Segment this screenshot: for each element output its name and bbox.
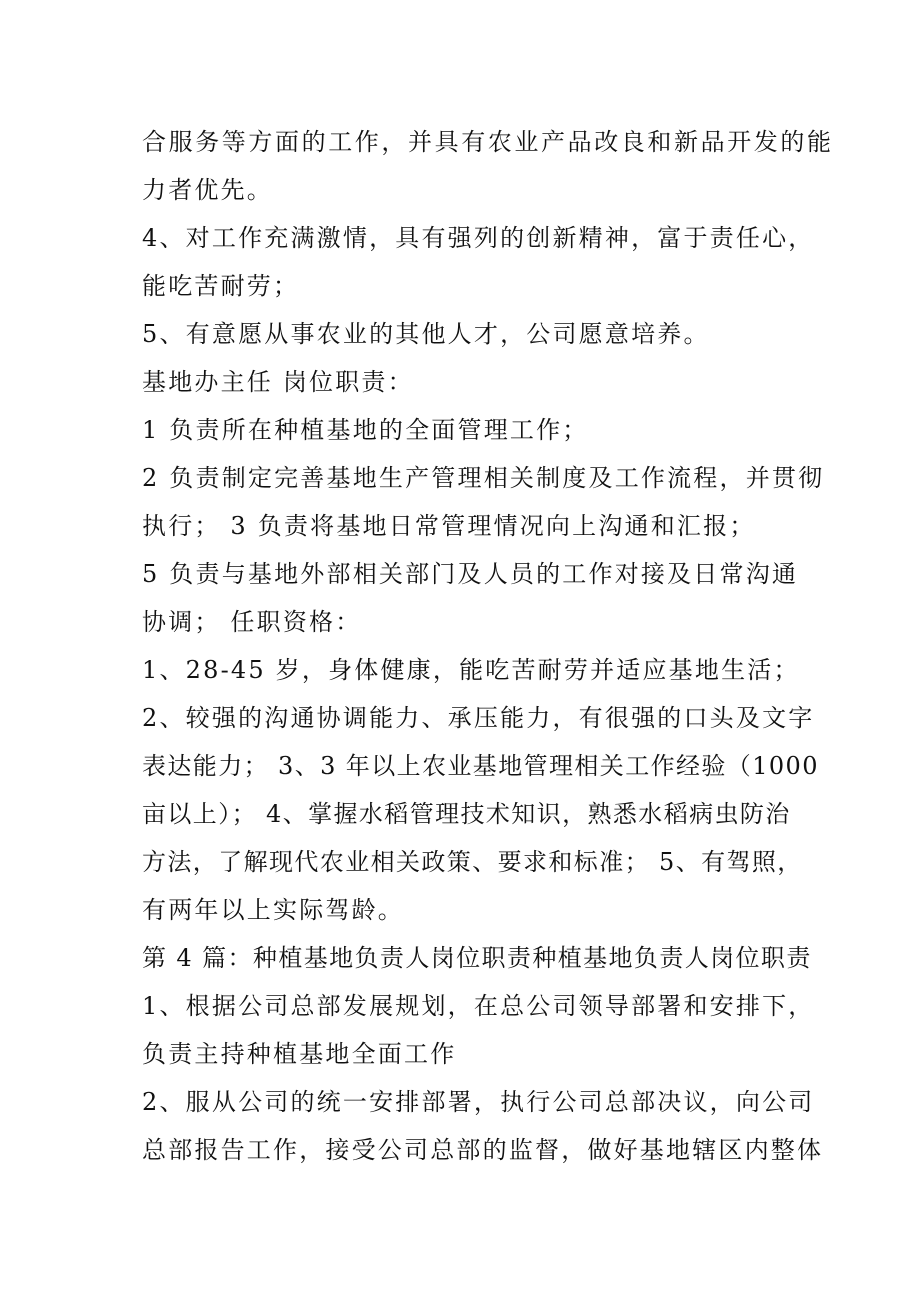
section-heading: 第 4 篇：种植基地负责人岗位职责种植基地负责人岗位职责 [142,944,812,972]
paragraph-line: 亩以上）； 4、掌握水稻管理技术知识，熟悉水稻病虫防治 [142,800,791,828]
paragraph-line: 力者优先。 [142,176,273,204]
paragraph-line: 1、28-45 岁，身体健康，能吃苦耐劳并适应基地生活； [142,656,800,684]
document-body [142,118,842,1174]
paragraph-line: 4、对工作充满激情，具有强列的创新精神，富于责任心， [142,224,815,252]
paragraph-line: 2 负责制定完善基地生产管理相关制度及工作流程，并贯彻 [142,464,825,492]
paragraph-line: 2、较强的沟通协调能力、承压能力，有很强的口头及文字 [142,704,815,732]
paragraph-line: 负责主持种植基地全面工作 [142,1040,457,1068]
paragraph-line: 5 负责与基地外部相关部门及人员的工作对接及日常沟通 [142,560,799,588]
paragraph-line: 5、有意愿从事农业的其他人才，公司愿意培养。 [142,320,710,348]
paragraph-line: 能吃苦耐劳； [142,272,300,300]
paragraph-line: 1 负责所在种植基地的全面管理工作； [142,416,589,444]
paragraph-line: 总部报告工作，接受公司总部的监督，做好基地辖区内整体 [142,1136,824,1164]
section-heading: 基地办主任 岗位职责： [142,368,414,396]
paragraph-line: 执行； 3 负责将基地日常管理情况向上沟通和汇报； [142,512,756,540]
paragraph-line: 合服务等方面的工作，并具有农业产品改良和新品开发的能 [142,128,834,156]
paragraph-line: 有两年以上实际驾龄。 [142,896,404,924]
paragraph-line: 表达能力； 3、3 年以上农业基地管理相关工作经验（1000 [142,752,819,780]
paragraph-line: 2、服从公司的统一安排部署，执行公司总部决议，向公司 [142,1088,815,1116]
paragraph-line: 1、根据公司总部发展规划，在总公司领导部署和安排下， [142,992,815,1020]
paragraph-line: 协调； 任职资格： [142,608,362,636]
paragraph-line: 方法，了解现代农业相关政策、要求和标准； 5、有驾照， [142,848,803,876]
